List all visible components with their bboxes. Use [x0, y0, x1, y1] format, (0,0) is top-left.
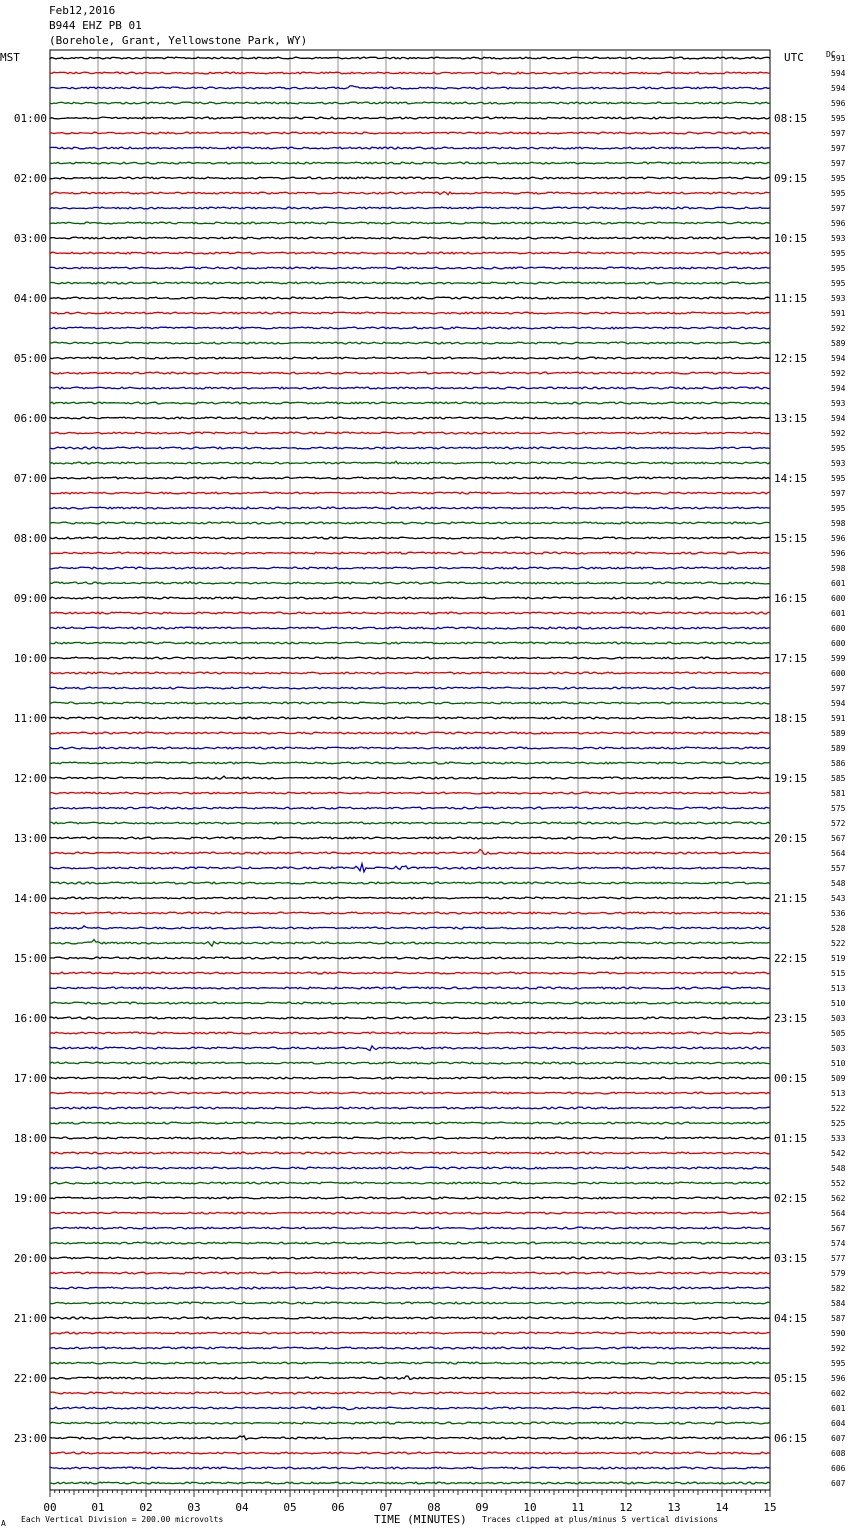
dc-offset-label: 548: [831, 1164, 846, 1173]
axis-labels: [14, 54, 846, 1514]
seismic-trace: [50, 850, 770, 855]
dc-offset-label: 601: [831, 579, 846, 588]
mst-hour-label: 10:00: [13, 652, 47, 665]
seismic-trace: [50, 282, 770, 284]
dc-offset-label: 595: [831, 279, 846, 288]
dc-offset-label: 585: [831, 774, 846, 783]
dc-offset-label: 596: [831, 549, 846, 558]
x-tick-label: 10: [523, 1501, 537, 1514]
station-title: B944 EHZ PB 01: [49, 19, 142, 32]
seismic-trace: [50, 792, 770, 794]
scale-note: Each Vertical Division = 200.00 microvolts: [21, 1515, 224, 1524]
dc-offset-label: 513: [831, 1089, 846, 1098]
seismic-trace: [50, 57, 770, 59]
dc-offset-label: 593: [831, 234, 846, 243]
dc-offset-label: 594: [831, 69, 846, 78]
seismic-trace: [50, 987, 770, 989]
seismic-trace: [50, 1137, 770, 1139]
seismic-trace: [50, 522, 770, 524]
dc-offset-label: 582: [831, 1284, 846, 1293]
dc-offset-label: 522: [831, 939, 846, 948]
seismic-trace: [50, 162, 770, 164]
mst-hour-label: 19:00: [13, 1192, 47, 1205]
dc-offset-label: 592: [831, 1344, 846, 1353]
seismic-trace: [50, 177, 770, 179]
dc-offset-label: 596: [831, 534, 846, 543]
x-tick-label: 14: [715, 1501, 729, 1514]
seismic-trace: [50, 1212, 770, 1214]
dc-offset-label: 577: [831, 1254, 846, 1263]
dc-offset-label: 598: [831, 564, 846, 573]
dc-offset-label: 567: [831, 1224, 846, 1233]
dc-offset-label: 593: [831, 294, 846, 303]
seismic-trace: [50, 822, 770, 824]
dc-offset-label: 591: [831, 54, 846, 63]
seismic-trace: [50, 86, 770, 89]
mst-hour-label: 23:00: [13, 1432, 47, 1445]
dc-offset-label: 607: [831, 1434, 846, 1443]
seismic-trace: [50, 1242, 770, 1244]
dc-offset-label: 503: [831, 1014, 846, 1023]
utc-hour-label: 11:15: [774, 292, 808, 305]
mst-hour-label: 08:00: [13, 532, 47, 545]
dc-offset-label: 606: [831, 1464, 846, 1473]
x-tick-label: 07: [379, 1501, 393, 1514]
seismic-trace: [50, 582, 770, 584]
dc-offset-label: 581: [831, 789, 846, 798]
seismic-trace: [50, 72, 770, 74]
dc-offset-label: 594: [831, 414, 846, 423]
seismic-trace: [50, 461, 770, 464]
x-tick-label: 04: [235, 1501, 249, 1514]
seismic-trace: [50, 357, 770, 359]
dc-offset-label: 597: [831, 129, 846, 138]
dc-offset-label: 515: [831, 969, 846, 978]
seismic-trace: [50, 537, 770, 539]
seismic-trace: [50, 267, 770, 269]
utc-hour-label: 21:15: [774, 892, 808, 905]
dc-offset-label: 595: [831, 444, 846, 453]
seismic-trace: [50, 552, 770, 554]
seismic-trace: [50, 372, 770, 374]
seismic-trace: [50, 417, 770, 419]
utc-hour-label: 06:15: [774, 1432, 808, 1445]
mst-hour-label: 15:00: [13, 952, 47, 965]
dc-label: DC: [826, 50, 836, 59]
seismic-trace: [50, 387, 770, 389]
seismic-trace: [50, 1347, 770, 1349]
dc-offset-label: 567: [831, 834, 846, 843]
utc-hour-label: 20:15: [774, 832, 808, 845]
dc-offset-label: 574: [831, 1239, 846, 1248]
dc-offset-label: 528: [831, 924, 846, 933]
seismic-trace: [50, 1167, 770, 1169]
dc-offset-label: 596: [831, 99, 846, 108]
left-axis-label: MST: [0, 51, 20, 64]
seismic-trace: [50, 1317, 770, 1319]
x-tick-label: 01: [91, 1501, 105, 1514]
utc-hour-label: 02:15: [774, 1192, 808, 1205]
dc-offset-label: 543: [831, 894, 846, 903]
x-tick-label: 03: [187, 1501, 201, 1514]
dc-offset-label: 594: [831, 354, 846, 363]
trace-group: [50, 57, 770, 1484]
dc-offset-label: 584: [831, 1299, 846, 1308]
dc-offset-label: 586: [831, 759, 846, 768]
dc-offset-label: 595: [831, 504, 846, 513]
dc-offset-label: 595: [831, 1359, 846, 1368]
dc-offset-label: 589: [831, 744, 846, 753]
dc-offset-label: 598: [831, 519, 846, 528]
mst-hour-label: 09:00: [13, 592, 47, 605]
seismic-trace: [50, 147, 770, 149]
dc-offset-label: 595: [831, 249, 846, 258]
date-title: Feb12,2016: [49, 4, 116, 17]
utc-hour-label: 12:15: [774, 352, 808, 365]
seismic-trace: [50, 492, 770, 494]
dc-offset-label: 600: [831, 594, 846, 603]
seismic-trace: [50, 1197, 770, 1199]
seismic-trace: [50, 926, 770, 929]
seismic-trace: [50, 837, 770, 839]
dc-offset-label: 599: [831, 654, 846, 663]
utc-hour-label: 00:15: [774, 1072, 808, 1085]
mst-hour-label: 16:00: [13, 1012, 47, 1025]
dc-offset-label: 595: [831, 114, 846, 123]
dc-offset-label: 595: [831, 474, 846, 483]
dc-offset-label: 509: [831, 1074, 846, 1083]
dc-offset-label: 600: [831, 639, 846, 648]
mst-hour-label: 17:00: [13, 1072, 47, 1085]
x-tick-label: 08: [427, 1501, 441, 1514]
utc-hour-label: 14:15: [774, 472, 808, 485]
seismic-trace: [50, 192, 770, 195]
mst-hour-label: 12:00: [13, 772, 47, 785]
utc-hour-label: 03:15: [774, 1252, 808, 1265]
seismic-trace: [50, 1272, 770, 1274]
dc-offset-label: 607: [831, 1479, 846, 1488]
dc-offset-label: 510: [831, 1059, 846, 1068]
dc-offset-label: 575: [831, 804, 846, 813]
seismic-trace: [50, 1046, 770, 1051]
utc-hour-label: 04:15: [774, 1312, 808, 1325]
seismic-trace: [50, 477, 770, 479]
dc-offset-label: 525: [831, 1119, 846, 1128]
seismic-trace: [50, 1452, 770, 1454]
dc-offset-label: 595: [831, 174, 846, 183]
mst-hour-label: 21:00: [13, 1312, 47, 1325]
seismic-trace: [50, 1092, 770, 1094]
seismic-trace: [50, 1257, 770, 1259]
seismic-trace: [50, 117, 770, 119]
dc-offset-label: 533: [831, 1134, 846, 1143]
dc-offset-label: 594: [831, 699, 846, 708]
seismic-trace: [50, 864, 770, 872]
dc-offset-label: 592: [831, 324, 846, 333]
seismic-trace: [50, 327, 770, 329]
right-axis-label: UTC: [784, 51, 804, 64]
seismic-trace: [50, 312, 770, 314]
dc-offset-label: 608: [831, 1449, 846, 1458]
x-tick-label: 12: [619, 1501, 633, 1514]
dc-offset-label: 597: [831, 159, 846, 168]
utc-hour-label: 17:15: [774, 652, 808, 665]
seismic-trace: [50, 747, 770, 749]
dc-offset-label: 548: [831, 879, 846, 888]
seismic-trace: [50, 776, 770, 779]
seismic-trace: [50, 940, 770, 947]
dc-offset-label: 564: [831, 849, 846, 858]
dc-offset-label: 594: [831, 384, 846, 393]
utc-hour-label: 09:15: [774, 172, 808, 185]
seismic-trace: [50, 222, 770, 224]
dc-offset-label: 601: [831, 1404, 846, 1413]
dc-offset-label: 552: [831, 1179, 846, 1188]
dc-offset-label: 595: [831, 189, 846, 198]
dc-offset-label: 593: [831, 399, 846, 408]
seismic-trace: [50, 1182, 770, 1184]
utc-hour-label: 19:15: [774, 772, 808, 785]
seismic-trace: [50, 507, 770, 509]
seismic-trace: [50, 1332, 770, 1334]
seismic-trace: [50, 1032, 770, 1034]
dc-offset-label: 510: [831, 999, 846, 1008]
seismic-trace: [50, 432, 770, 434]
seismic-trace: [50, 597, 770, 599]
dc-offset-label: 597: [831, 489, 846, 498]
dc-offset-label: 589: [831, 729, 846, 738]
dc-offset-label: 601: [831, 609, 846, 618]
seismic-trace: [50, 912, 770, 914]
seismic-trace: [50, 972, 770, 974]
dc-offset-label: 587: [831, 1314, 846, 1323]
dc-offset-label: 594: [831, 84, 846, 93]
seismic-trace: [50, 1376, 770, 1380]
seismic-trace: [50, 402, 770, 404]
seismic-trace: [50, 1436, 770, 1440]
seismic-trace: [50, 897, 770, 899]
seismic-trace: [50, 1467, 770, 1469]
dc-offset-label: 542: [831, 1149, 846, 1158]
mst-hour-label: 07:00: [13, 472, 47, 485]
x-tick-label: 15: [763, 1501, 777, 1514]
seismic-trace: [50, 1362, 770, 1364]
mst-hour-label: 14:00: [13, 892, 47, 905]
dc-offset-label: 597: [831, 684, 846, 693]
mst-hour-label: 13:00: [13, 832, 47, 845]
dc-offset-label: 604: [831, 1419, 846, 1428]
seismic-trace: [50, 102, 770, 104]
seismic-trace: [50, 132, 770, 134]
dc-offset-label: 590: [831, 1329, 846, 1338]
x-tick-label: 09: [475, 1501, 489, 1514]
seismic-trace: [50, 1287, 770, 1289]
mst-hour-label: 04:00: [13, 292, 47, 305]
dc-offset-label: 519: [831, 954, 846, 963]
dc-offset-label: 591: [831, 714, 846, 723]
x-tick-label: 00: [43, 1501, 57, 1514]
mst-hour-label: 18:00: [13, 1132, 47, 1145]
utc-hour-label: 08:15: [774, 112, 808, 125]
seismic-trace: [50, 1482, 770, 1484]
dc-offset-label: 597: [831, 144, 846, 153]
mst-hour-label: 22:00: [13, 1372, 47, 1385]
dc-offset-label: 505: [831, 1029, 846, 1038]
dc-offset-label: 592: [831, 369, 846, 378]
seismic-trace: [50, 1017, 770, 1019]
utc-hour-label: 18:15: [774, 712, 808, 725]
dc-offset-label: 589: [831, 339, 846, 348]
mst-hour-label: 02:00: [13, 172, 47, 185]
mst-hour-label: 03:00: [13, 232, 47, 245]
seismic-trace: [50, 297, 770, 299]
dc-offset-label: 596: [831, 1374, 846, 1383]
dc-offset-label: 536: [831, 909, 846, 918]
seismic-trace: [50, 567, 770, 569]
x-tick-label: 06: [331, 1501, 345, 1514]
corner-mark: A: [1, 1519, 6, 1528]
dc-offset-label: 522: [831, 1104, 846, 1113]
seismic-trace: [50, 957, 770, 959]
seismic-trace: [50, 732, 770, 734]
seismic-trace: [50, 1122, 770, 1124]
clip-note: Traces clipped at plus/minus 5 vertical divisions: [482, 1515, 719, 1524]
x-tick-label: 05: [283, 1501, 297, 1514]
dc-offset-label: 592: [831, 429, 846, 438]
utc-hour-label: 23:15: [774, 1012, 808, 1025]
dc-offset-label: 600: [831, 624, 846, 633]
dc-offset-label: 579: [831, 1269, 846, 1278]
seismic-trace: [50, 642, 770, 644]
seismic-trace: [50, 762, 770, 764]
seismic-trace: [50, 612, 770, 614]
dc-offset-label: 602: [831, 1389, 846, 1398]
dc-offset-label: 503: [831, 1044, 846, 1053]
dc-offset-label: 562: [831, 1194, 846, 1203]
seismic-trace: [50, 1302, 770, 1304]
seismic-trace: [50, 1227, 770, 1229]
seismic-trace: [50, 807, 770, 809]
seismic-trace: [50, 687, 770, 689]
dc-offset-label: 513: [831, 984, 846, 993]
dc-offset-label: 596: [831, 219, 846, 228]
dc-offset-label: 564: [831, 1209, 846, 1218]
dc-offset-label: 595: [831, 264, 846, 273]
dc-offset-label: 600: [831, 669, 846, 678]
dc-offset-label: 591: [831, 309, 846, 318]
dc-offset-label: 597: [831, 204, 846, 213]
seismic-trace: [50, 1077, 770, 1079]
utc-hour-label: 01:15: [774, 1132, 808, 1145]
seismic-trace: [50, 657, 770, 659]
seismic-trace: [50, 627, 770, 629]
utc-hour-label: 10:15: [774, 232, 808, 245]
seismic-trace: [50, 237, 770, 239]
dc-offset-label: 593: [831, 459, 846, 468]
seismic-trace: [50, 717, 770, 719]
x-tick-label: 11: [571, 1501, 585, 1514]
utc-hour-label: 22:15: [774, 952, 808, 965]
utc-hour-label: 05:15: [774, 1372, 808, 1385]
seismic-trace: [50, 1107, 770, 1109]
utc-hour-label: 16:15: [774, 592, 808, 605]
seismic-trace: [50, 252, 770, 254]
dc-offset-label: 572: [831, 819, 846, 828]
mst-hour-label: 06:00: [13, 412, 47, 425]
mst-hour-label: 01:00: [13, 112, 47, 125]
utc-hour-label: 15:15: [774, 532, 808, 545]
seismic-trace: [50, 1392, 770, 1394]
seismic-trace: [50, 1422, 770, 1424]
location-title: (Borehole, Grant, Yellowstone Park, WY): [49, 34, 308, 47]
seismic-trace: [50, 1062, 770, 1064]
x-axis-label: TIME (MINUTES): [374, 1513, 467, 1526]
seismic-trace: [50, 702, 770, 704]
seismic-trace: [50, 672, 770, 674]
mst-hour-label: 20:00: [13, 1252, 47, 1265]
dc-offset-label: 557: [831, 864, 846, 873]
x-tick-label: 02: [139, 1501, 153, 1514]
seismic-trace: [50, 1407, 770, 1410]
seismic-trace: [50, 207, 770, 209]
seismic-trace: [50, 1152, 770, 1154]
seismic-trace: [50, 342, 770, 344]
mst-hour-label: 11:00: [13, 712, 47, 725]
mst-hour-label: 05:00: [13, 352, 47, 365]
seismic-trace: [50, 882, 770, 884]
x-tick-label: 13: [667, 1501, 681, 1514]
utc-hour-label: 13:15: [774, 412, 808, 425]
seismic-trace: [50, 447, 770, 449]
seismic-trace: [50, 1002, 770, 1004]
